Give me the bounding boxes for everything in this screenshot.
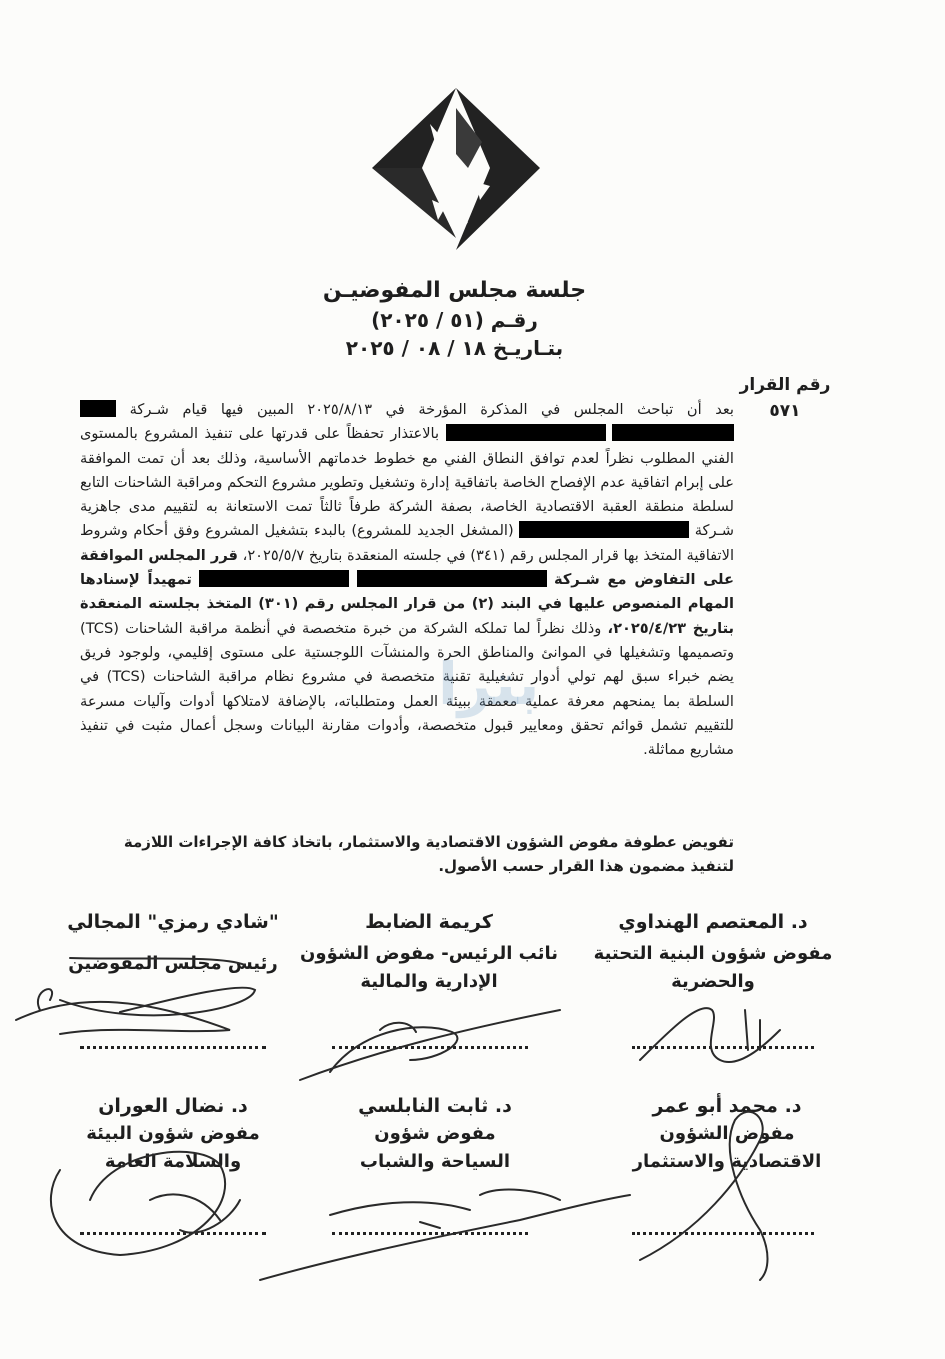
signatory-economic [592,1092,862,1176]
decision-body [80,398,734,762]
body-intro: بعد أن تباحث المجلس في المذكرة المؤرخة في ٢٠٢٥/٨/١٣ المبين فيها قيام شـركة [129,401,734,418]
signatory-title: نائب الرئيس- مفوض الشؤون الإدارية والمالية [300,943,558,992]
authority-logo [372,88,540,250]
signature-line [332,1232,528,1235]
signatory-vice-chair [294,908,564,996]
signature-line [632,1046,814,1049]
signatory-tourism [300,1092,570,1176]
session-date: بتـاريـخ ١٨ / ٠٨ / ٢٠٢٥ [345,336,564,360]
signatory-name: د. نضال العوران [98,1095,248,1117]
signatory-infrastructure [578,908,848,996]
body-decision: قرر المجلس الموافقة على التفاوض مع شـركة [80,546,734,589]
signature-line [80,1046,266,1049]
resolution-text: تفويض عطوفة مفوض الشؤون الاقتصادية والاستثمار، باتخاذ كافة الإجراءات اللازمة لتنفيذ مضمون هذا القرار حسب الأصول. [123,833,734,875]
signature-line [632,1232,814,1235]
redaction-bar [446,424,606,441]
redaction-bar [519,521,689,538]
decision-number-block [737,372,833,424]
signatory-name: كريمة الضابط [365,911,493,933]
signatory-name: د. المعتصم الهنداوي [618,911,808,933]
signatory-name: "شادي رمزي" المجالي [67,911,279,933]
signatory-title: مفوض شؤون البيئة والسلامة العامة [86,1123,260,1172]
session-title: جلسة مجلس المفوضيـن [322,278,587,303]
signatory-title: رئيس مجلس المفوضين [68,953,278,974]
signatory-title: مفوض شؤون السياحة والشباب [359,1123,511,1172]
signatory-chairman [38,908,308,978]
redaction-bar [80,400,116,417]
body-decision-cont: تمهيداً لإسنادها المهام المنصوص عليها في البند (٢) من قرار المجلس رقم (٣٠١) المتخذ بجلسته المنعقدة بتاريخ ٢٠٢٥/٤/٢٣، [80,571,735,637]
body-justification: وذلك نظراً لما تملكه الشركة من خبرة متخصصة في أنظمة مراقبة الشاحنات (TCS) وتصميمها وتشغيلها في الموانئ والمناطق الحرة والمنشآت اللوجستية على مستوى إقليمي، ولوجود فريق يضم خبراء سبق لهم تولي أدوار تشغيلية تقنية متخصصة في مشروع نظام مراقبة الشاحنات (TCS) في السلطة بما يمنحهم معرفة عملية معمقة ببيئة العمل ومتطلباته، بالإضافة لامتلاكها أدوات وآليات مسرعة للتقييم تشمل قوائم تحقق ومعايير قبول متخصصة، وأدوات مقارنة البيانات وسجل أعمال مثبت في تنفيذ مشاريع مماثلة. [80,619,734,759]
signature-line [332,1046,528,1049]
redaction-bar [199,570,349,587]
body-context: بالاعتذار تحفظاً على قدرتها على تنفيذ المشروع بالمستوى الفني المطلوب نظراً لعدم توافق النطاق الفني مع خطوط خدماتهم الأساسية، وذلك بعد أن تمت الموافقة على إبرام اتفاقية عدم الإفصاح الخاصة باتفاقية إدارة وتشغيل وتطوير مشروع التحكم ومراقبة الشاحنات التابع لسلطة منطقة العقبة الاقتصادية الخاصة، بصفة الشركة طرفاً ثالثاً تمت الاستعانة به لتقييم مدى جاهزية شـركة [80,425,735,540]
signatory-title: مفوض الشؤون الاقتصادية والاستثمار [632,1123,822,1172]
redaction-bar [357,570,547,587]
signatory-environment [38,1092,308,1176]
session-number: رقـم (٥١ / ٢٠٢٥) [371,308,538,332]
body-reference: (المشغل الجديد للمشروع) بالبدء بتشغيل المشروع وفق أحكام وشروط الاتفاقية المتخذ بها قرار المجلس رقم (٣٤١) في جلسته المنعقدة بتاريخ ٢٠٢٥/٥/٧، [80,522,734,564]
watermark: بترا [438,650,540,718]
signature-line [80,1232,266,1235]
signatory-title: مفوض شؤون البنية التحتية والحضرية [593,943,833,992]
signatory-name: د. ثابت النابلسي [358,1095,512,1117]
redaction-bar [612,424,734,441]
decision-number: ٥٧١ [769,401,801,421]
decision-number-label: رقم القرار [739,375,831,395]
signatory-name: د. محمد أبو عمر [652,1095,802,1117]
